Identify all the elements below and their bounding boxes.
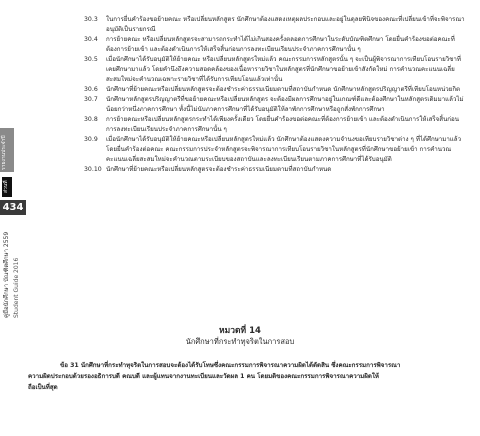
item-text: เมื่อนักศึกษาได้รับอนุมัติให้ย้ายคณะหรือเปลี่ยนหลักสูตรใหม่แล้ว นักศึกษาต้องแสดงความจำนงขอเทียบรายวิชาต่าง ๆ ที่ได้ศึกษามาแล้วโดยยื่นคำร้องต่อคณะ คณะกรรมการประจำหลักสูตรจะพิจารณาการเทียบโอนรายวิชาในหลักสูตรที่นักศึกษาขอย้ายเข้า การคำนวณคะแนนเฉลี่ยสะสมใหม่จะคำนวณตามระเบียบของสถาบันและลงทะเบียนเรียนตามภาคการศึกษาที่ได้รับอนุมัติ: [106, 136, 462, 163]
list-item: [84, 95, 468, 115]
item-text: การย้ายคณะ หรือเปลี่ยนหลักสูตรจะสามารถกระทำได้ไม่เกินสองครั้งตลอดการศึกษาในระดับบัณฑิตศึกษา โดยยื่นคำร้องขอต่อคณะที่ต้องการย้ายเข้า และต้องดำเนินการให้เสร็จสิ้นก่อนการลงทะเบียนเรียนประจำภาคการศึกษานั้น ๆ: [106, 36, 455, 53]
article-31: [28, 360, 474, 393]
side-title-english: Student Guide 2016: [13, 257, 20, 318]
item-number: 30.5: [84, 56, 98, 63]
list-item: [84, 85, 468, 95]
item-number: 30.10: [84, 166, 102, 173]
article-text-1: นักศึกษาที่กระทำทุจริตในการสอบจะต้องได้รับโทษซึ่งคณะกรรมการพิจารณาความผิดได้ตัดสิน ซึ่งคณะกรรมการพิจารณา: [80, 362, 401, 369]
item-number: 30.8: [84, 116, 98, 123]
article-text-3: ถือเป็นที่สุด: [28, 384, 58, 391]
item-text: นักศึกษาหลักสูตรปริญญาตรีที่ขอย้ายคณะหรือเปลี่ยนหลักสูตร จะต้องมีผลการศึกษาอยู่ในเกณฑ์ดีและต้องศึกษาในหลักสูตรเดิมมาแล้วไม่น้อยกว่าหนึ่งภาคการศึกษา ทั้งนี้ไม่นับภาคการศึกษาที่ได้รับอนุมัติให้ลาพักการศึกษาหรือถูกสั่งพักการศึกษา: [106, 96, 464, 113]
item-text: เมื่อนักศึกษาได้รับอนุมัติให้ย้ายคณะ หรือเปลี่ยนหลักสูตรใหม่แล้ว คณะกรรมการหลักสูตรนั้น ๆ จะเป็นผู้พิจารณาการเทียบโอนรายวิชาที่เคยศึกษามาแล้ว โดยคำนึงถึงความสอดคล้องของเนื้อหารายวิชาในหลักสูตรที่นักศึกษาขอย้ายเข้าสังกัดใหม่ การคำนวณคะแนนเฉลี่ยสะสมใหม่จะคำนวณเฉพาะรายวิชาที่ได้รับการเทียบโอนแล้วเท่านั้น: [106, 56, 461, 83]
regulation-items: [84, 15, 468, 175]
chapter-title: หมวดที่ 14: [219, 326, 261, 336]
list-item: [84, 35, 468, 55]
item-number: 30.4: [84, 36, 98, 43]
item-number: 30.7: [84, 96, 98, 103]
list-item: [84, 15, 468, 35]
item-text: การย้ายคณะหรือเปลี่ยนหลักสูตรกระทำได้เพียงครั้งเดียว โดยยื่นคำร้องขอต่อคณะที่ต้องการย้ายเข้า และต้องดำเนินการให้เสร็จสิ้นก่อนการลงทะเบียนเรียนประจำภาคการศึกษานั้น ๆ: [106, 116, 459, 133]
item-number: 30.6: [84, 86, 98, 93]
section-badge: ส่วนที่: [2, 177, 12, 197]
list-item: [84, 55, 468, 85]
list-item: [84, 165, 468, 175]
list-item: [84, 135, 468, 165]
list-item: [84, 115, 468, 135]
item-number: 30.9: [84, 136, 98, 143]
article-text-2: ความผิดประกอบด้วยรองอธิการบดี คณบดี และผู้แทนจากงานทะเบียนและวัดผล 1 คน โดยมติของคณะกรรมการพิจารณาความผิดให้: [28, 373, 379, 380]
item-number: 30.3: [84, 16, 98, 23]
chapter-subtitle: นักศึกษาที่กระทำทุจริตในการสอบ: [185, 337, 295, 346]
article-number: ข้อ 31: [60, 362, 79, 369]
item-text: นักศึกษาที่ย้ายคณะหรือเปลี่ยนหลักสูตรจะต้องชำระค่าธรรมเนียมตามที่สถาบันกำหนด: [106, 166, 332, 173]
article-line-1: [28, 360, 474, 371]
item-text: นักศึกษาที่ย้ายคณะหรือเปลี่ยนหลักสูตรจะต้องชำระค่าธรรมเนียมตามที่สถาบันกำหนด นักศึกษาหลักสูตรปริญญาตรีที่เทียบโอนหน่วยกิต: [106, 86, 461, 93]
side-title-thai: คู่มือนักศึกษา บัณฑิตศึกษา 2559: [3, 231, 10, 318]
page-number: 434: [0, 200, 26, 215]
binding-strip-label: รายงานประจำปี: [1, 135, 7, 171]
item-text: ในการยื่นคำร้องขอย้ายคณะ หรือเปลี่ยนหลักสูตร นักศึกษาต้องแสดงเหตุผลประกอบและอยู่ในดุลยพินิจของคณะที่เปลี่ยนเข้าที่จะพิจารณาอนุมัติเป็นรายกรณี: [106, 16, 465, 33]
